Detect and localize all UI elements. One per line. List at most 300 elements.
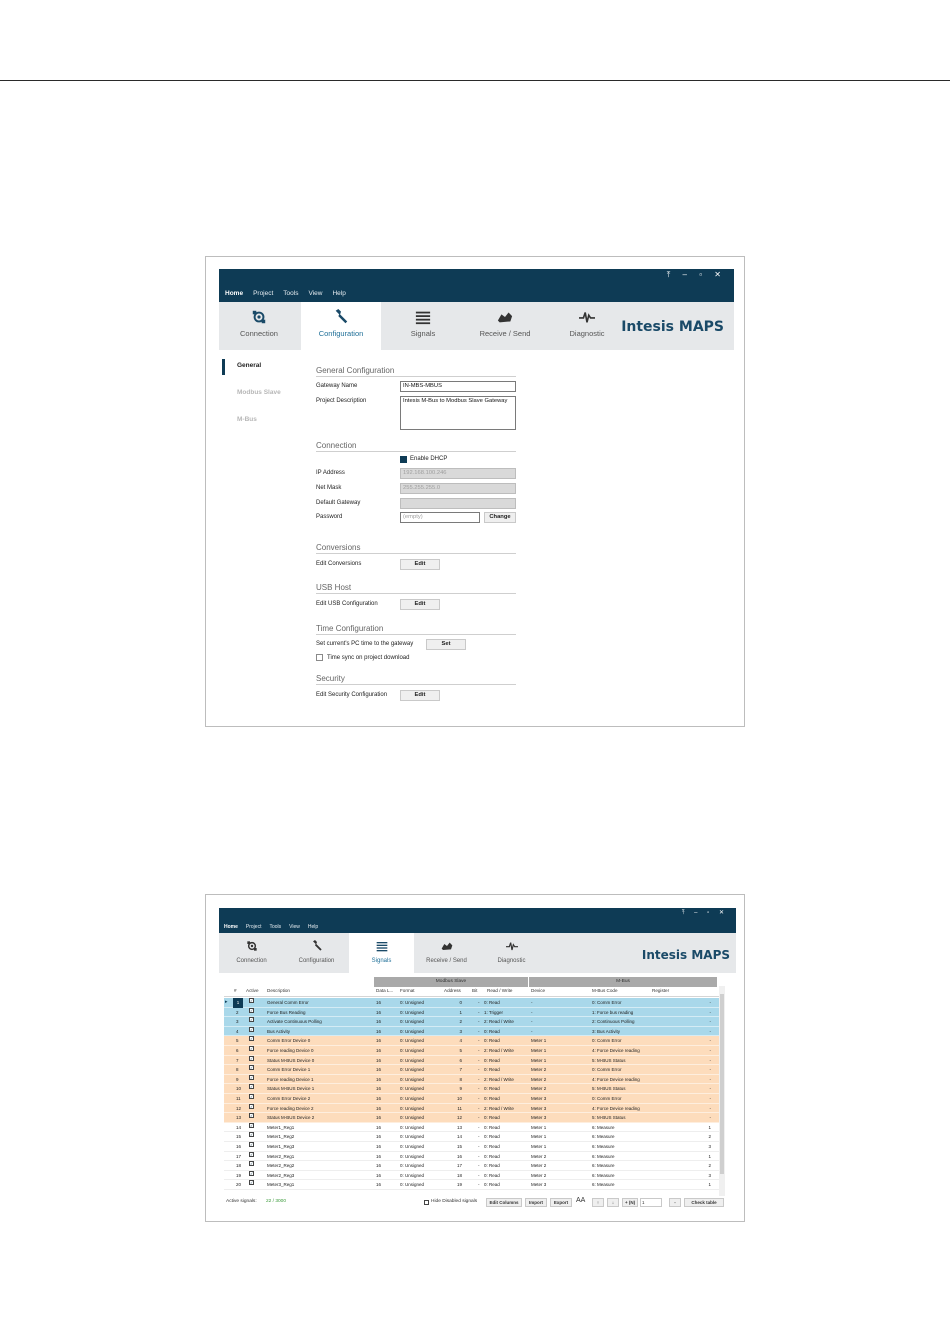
set-time-button[interactable]: Set <box>426 639 466 650</box>
cell-description[interactable]: General Comm Error <box>267 1000 309 1005</box>
active-checkbox[interactable]: ✓ <box>250 1132 254 1138</box>
cell-mbus-code[interactable]: 6: Measure <box>592 1172 615 1178</box>
sidebar-item-mbus[interactable]: M-Bus <box>237 416 257 423</box>
cell-register[interactable]: - <box>709 1076 711 1082</box>
hide-disabled-checkbox[interactable] <box>424 1200 429 1205</box>
table-row[interactable] <box>224 1056 720 1066</box>
cell-description[interactable]: Comm Error Device 2 <box>267 1096 311 1101</box>
cell-data-length[interactable]: 16 <box>376 1144 382 1149</box>
ip-address-input[interactable]: 192.168.100.246 <box>400 468 516 479</box>
cell-address[interactable]: 14 <box>456 1134 462 1140</box>
active-checkbox[interactable]: ✓ <box>250 1170 254 1176</box>
table-row[interactable] <box>224 1094 720 1104</box>
cell-device[interactable]: Meter 1 <box>531 1038 547 1044</box>
cell-format[interactable]: 0: Unsigned <box>400 1096 425 1101</box>
table-row[interactable] <box>224 1142 720 1152</box>
cell-read-write[interactable]: 0: Read <box>484 1067 500 1073</box>
cell-register[interactable]: 1 <box>708 1153 711 1159</box>
cell-data-length[interactable]: 16 <box>376 1009 382 1015</box>
tab-signals[interactable]: Signals <box>349 933 414 973</box>
active-checkbox[interactable]: ✓ <box>250 1161 254 1167</box>
menu-view[interactable]: View <box>289 924 300 930</box>
move-up-button[interactable]: ↑ <box>592 1198 604 1207</box>
column-header-data-length[interactable]: Data L... <box>376 988 394 993</box>
cell-bit[interactable]: - <box>478 1000 480 1005</box>
active-checkbox[interactable]: ✓ <box>250 1026 254 1032</box>
cell-description[interactable]: Force reading Device 0 <box>267 1048 314 1053</box>
cell-mbus-code[interactable]: 6: Measure <box>592 1163 615 1169</box>
table-row[interactable] <box>224 1123 720 1133</box>
cell-read-write[interactable]: 0: Read <box>484 1182 500 1188</box>
cell-mbus-code[interactable]: 6: Measure <box>592 1153 615 1159</box>
cell-read-write[interactable]: 1: Trigger <box>484 1009 504 1015</box>
cell-read-write[interactable]: 2: Read / Write <box>484 1048 514 1053</box>
table-row[interactable] <box>224 1036 720 1046</box>
tab-diagnostic[interactable]: Diagnostic <box>547 302 627 350</box>
cell-format[interactable]: 0: Unsigned <box>400 1163 425 1169</box>
active-checkbox[interactable]: ✓ <box>250 1036 254 1042</box>
cell-register[interactable]: - <box>709 1096 711 1101</box>
cell-device[interactable]: Meter 2 <box>531 1067 547 1073</box>
cell-bit[interactable]: - <box>478 1076 480 1082</box>
cell-number[interactable]: 17 <box>236 1153 242 1159</box>
scrollbar-thumb[interactable] <box>720 994 724 1174</box>
cell-bit[interactable]: - <box>478 1038 480 1044</box>
export-button[interactable]: Export <box>550 1198 572 1207</box>
cell-register[interactable]: - <box>709 1009 711 1015</box>
cell-address[interactable]: 6 <box>459 1057 462 1063</box>
cell-read-write[interactable]: 2: Read / Write <box>484 1019 514 1025</box>
cell-mbus-code[interactable]: 0: Comm Error <box>592 1000 622 1005</box>
cell-number[interactable]: 15 <box>236 1134 242 1140</box>
cell-description[interactable]: Meter2_Reg1 <box>267 1153 295 1159</box>
cell-bit[interactable]: - <box>478 1067 480 1073</box>
cell-data-length[interactable]: 16 <box>376 1105 382 1111</box>
cell-number[interactable]: 11 <box>236 1096 241 1101</box>
cell-address[interactable]: 7 <box>459 1067 462 1073</box>
net-mask-input[interactable]: 255.255.255.0 <box>400 483 516 494</box>
cell-register[interactable]: 2 <box>708 1134 711 1140</box>
cell-mbus-code[interactable]: 5: M-BUS Status <box>592 1086 626 1092</box>
cell-mbus-code[interactable]: 4: Force Device reading <box>592 1105 640 1111</box>
cell-read-write[interactable]: 0: Read <box>484 1000 500 1005</box>
table-row[interactable] <box>224 1171 720 1181</box>
cell-device[interactable]: - <box>531 1019 533 1025</box>
menu-tools[interactable]: Tools <box>283 290 299 297</box>
menu-help[interactable]: Help <box>307 924 319 930</box>
table-row[interactable] <box>224 1161 720 1171</box>
cell-format[interactable]: 0: Unsigned <box>400 1038 425 1044</box>
cell-register[interactable]: - <box>709 1067 711 1073</box>
cell-data-length[interactable]: 16 <box>376 1086 382 1092</box>
cell-read-write[interactable]: 0: Read <box>484 1115 500 1121</box>
cell-format[interactable]: 0: Unsigned <box>400 1048 425 1053</box>
window-controls[interactable]: ⤒ ‒ ▫ ✕ <box>681 910 728 916</box>
cell-format[interactable]: 0: Unsigned <box>400 1028 425 1034</box>
tab-receive-send[interactable]: Receive / Send <box>414 933 479 973</box>
cell-data-length[interactable]: 16 <box>376 1028 382 1034</box>
cell-register[interactable]: 3 <box>708 1144 711 1149</box>
column-header-bit[interactable]: Bit <box>472 988 478 993</box>
active-checkbox[interactable]: ✓ <box>250 1046 254 1051</box>
cell-description[interactable]: Comm Error Device 0 <box>267 1038 311 1044</box>
cell-format[interactable]: 0: Unsigned <box>400 1000 425 1005</box>
active-checkbox[interactable]: ✓ <box>250 1151 254 1157</box>
menu-project[interactable]: Project <box>253 290 274 297</box>
cell-register[interactable]: 3 <box>708 1172 711 1178</box>
cell-format[interactable]: 0: Unsigned <box>400 1057 425 1063</box>
cell-read-write[interactable]: 0: Read <box>484 1134 500 1140</box>
cell-mbus-code[interactable]: 4: Force Device reading <box>592 1076 640 1082</box>
cell-data-length[interactable]: 16 <box>376 1067 382 1073</box>
cell-bit[interactable]: - <box>478 1134 480 1140</box>
cell-description[interactable]: Meter3_Reg1 <box>267 1182 295 1188</box>
cell-address[interactable]: 13 <box>456 1124 462 1130</box>
cell-address[interactable]: 0 <box>459 1000 462 1005</box>
project-description-input[interactable]: Intesis M-Bus to Modbus Slave Gateway <box>400 396 516 430</box>
cell-description[interactable]: Meter1_Reg3 <box>267 1144 295 1149</box>
active-checkbox[interactable]: ✓ <box>250 1180 254 1186</box>
cell-number[interactable]: 7 <box>236 1057 239 1063</box>
cell-device[interactable]: - <box>531 1028 533 1034</box>
cell-bit[interactable]: - <box>478 1019 480 1025</box>
cell-register[interactable]: - <box>709 1057 711 1063</box>
cell-format[interactable]: 0: Unsigned <box>400 1076 425 1082</box>
cell-data-length[interactable]: 16 <box>376 1163 382 1169</box>
sidebar-item-general[interactable]: General <box>237 362 262 369</box>
column-header-active[interactable]: Active <box>246 988 259 993</box>
cell-bit[interactable]: - <box>478 1115 480 1121</box>
table-row[interactable] <box>224 998 720 1008</box>
cell-data-length[interactable]: 16 <box>376 1124 382 1130</box>
gateway-name-input[interactable]: IN-MBS-MBUS <box>400 381 516 392</box>
window-controls[interactable]: ⤒ ‒ ▫ ✕ <box>666 270 726 279</box>
cell-data-length[interactable]: 16 <box>376 1048 382 1053</box>
cell-register[interactable]: - <box>709 1000 711 1005</box>
cell-read-write[interactable]: 0: Read <box>484 1124 500 1130</box>
cell-description[interactable]: Meter1_Reg2 <box>267 1134 295 1140</box>
cell-number[interactable]: 16 <box>236 1144 242 1149</box>
menu-project[interactable]: Project <box>245 924 262 930</box>
column-header-address[interactable]: Address <box>444 988 461 993</box>
tab-diagnostic[interactable]: Diagnostic <box>479 933 544 973</box>
cell-data-length[interactable]: 16 <box>376 1019 382 1025</box>
cell-device[interactable]: Meter 3 <box>531 1105 547 1111</box>
cell-data-length[interactable]: 16 <box>376 1096 382 1101</box>
cell-format[interactable]: 0: Unsigned <box>400 1067 425 1073</box>
cell-format[interactable]: 0: Unsigned <box>400 1153 425 1159</box>
cell-device[interactable]: Meter 3 <box>531 1182 547 1188</box>
check-table-button[interactable]: Check table <box>684 1198 724 1207</box>
cell-register[interactable]: 1 <box>708 1124 711 1130</box>
cell-description[interactable]: Meter2_Reg2 <box>267 1163 295 1169</box>
cell-mbus-code[interactable]: 5: M-BUS Status <box>592 1115 626 1121</box>
cell-device[interactable]: Meter 2 <box>531 1153 547 1159</box>
cell-bit[interactable]: - <box>478 1048 480 1053</box>
active-checkbox[interactable]: ✓ <box>250 1017 254 1023</box>
edit-conversions-button[interactable]: Edit <box>400 559 440 570</box>
cell-register[interactable]: - <box>709 1048 711 1053</box>
cell-bit[interactable]: - <box>478 1009 480 1015</box>
tab-configuration[interactable]: Configuration <box>301 302 381 350</box>
cell-read-write[interactable]: 0: Read <box>484 1153 500 1159</box>
table-row[interactable] <box>224 1046 720 1056</box>
table-row[interactable] <box>224 1152 720 1162</box>
active-checkbox[interactable]: ✓ <box>250 998 254 1003</box>
cell-data-length[interactable]: 16 <box>376 1134 382 1140</box>
cell-bit[interactable]: - <box>478 1096 480 1101</box>
cell-address[interactable]: 1 <box>459 1009 462 1015</box>
move-down-button[interactable]: ↓ <box>607 1198 619 1207</box>
cell-address[interactable]: 5 <box>459 1048 462 1053</box>
table-row[interactable] <box>224 1132 720 1142</box>
active-checkbox[interactable]: ✓ <box>250 1065 254 1071</box>
change-password-button[interactable]: Change <box>484 512 516 523</box>
table-row[interactable] <box>224 1113 720 1123</box>
cell-address[interactable]: 19 <box>456 1182 462 1188</box>
table-row[interactable] <box>224 1180 720 1190</box>
cell-format[interactable]: 0: Unsigned <box>400 1172 425 1178</box>
cell-description[interactable]: Activate Continuous Polling <box>267 1019 322 1025</box>
cell-register[interactable]: - <box>709 1115 711 1121</box>
active-checkbox[interactable]: ✓ <box>250 1113 254 1119</box>
active-checkbox[interactable]: ✓ <box>250 1074 254 1080</box>
enable-dhcp-checkbox[interactable] <box>400 456 407 463</box>
cell-read-write[interactable]: 0: Read <box>484 1096 500 1101</box>
cell-format[interactable]: 0: Unsigned <box>400 1144 425 1149</box>
cell-data-length[interactable]: 16 <box>376 1153 382 1159</box>
cell-description[interactable]: Force reading Device 2 <box>267 1105 314 1111</box>
cell-device[interactable]: Meter 2 <box>531 1076 547 1082</box>
cell-mbus-code[interactable]: 0: Comm Error <box>592 1038 622 1044</box>
cell-bit[interactable]: - <box>478 1057 480 1063</box>
add-count-stepper[interactable]: 1 <box>640 1198 662 1207</box>
row-selector[interactable]: 1 <box>233 998 243 1008</box>
cell-number[interactable]: 6 <box>236 1048 239 1053</box>
column-header-number[interactable]: # <box>234 988 237 993</box>
cell-register[interactable]: 1 <box>708 1182 711 1188</box>
time-sync-checkbox[interactable] <box>316 654 323 661</box>
cell-description[interactable]: Force reading Device 1 <box>267 1076 314 1082</box>
tab-receive-send[interactable]: Receive / Send <box>465 302 545 350</box>
cell-device[interactable]: Meter 2 <box>531 1086 547 1092</box>
cell-device[interactable]: Meter 1 <box>531 1134 547 1140</box>
cell-description[interactable]: Meter1_Reg1 <box>267 1124 295 1130</box>
cell-format[interactable]: 0: Unsigned <box>400 1009 425 1015</box>
cell-address[interactable]: 18 <box>456 1172 462 1178</box>
font-size-toggle[interactable]: AA <box>576 1197 586 1204</box>
cell-number[interactable]: 14 <box>236 1124 242 1130</box>
table-row[interactable] <box>224 1027 720 1037</box>
cell-address[interactable]: 4 <box>459 1038 462 1044</box>
cell-mbus-code[interactable]: 6: Measure <box>592 1124 615 1130</box>
column-header-format[interactable]: Format <box>400 988 415 993</box>
menu-home[interactable]: Home <box>224 924 238 930</box>
menu-help[interactable]: Help <box>332 290 346 297</box>
cell-mbus-code[interactable]: 5: M-BUS Status <box>592 1057 626 1063</box>
cell-number[interactable]: 9 <box>236 1076 239 1082</box>
cell-bit[interactable]: - <box>478 1086 480 1092</box>
cell-mbus-code[interactable]: 6: Measure <box>592 1144 615 1149</box>
cell-register[interactable]: 2 <box>708 1163 711 1169</box>
cell-address[interactable]: 12 <box>456 1115 462 1121</box>
active-checkbox[interactable]: ✓ <box>250 1007 254 1013</box>
cell-data-length[interactable]: 16 <box>376 1000 382 1005</box>
cell-read-write[interactable]: 0: Read <box>484 1028 500 1034</box>
tab-connection[interactable]: Connection <box>219 302 299 350</box>
active-checkbox[interactable]: ✓ <box>250 1084 254 1090</box>
edit-usb-configuration-button[interactable]: Edit <box>400 599 440 610</box>
cell-format[interactable]: 0: Unsigned <box>400 1105 425 1111</box>
cell-description[interactable]: Status M-BUS Device 0 <box>267 1057 315 1063</box>
edit-security-configuration-button[interactable]: Edit <box>400 690 440 701</box>
table-row[interactable] <box>224 1075 720 1085</box>
cell-number[interactable]: 18 <box>236 1163 242 1169</box>
cell-number[interactable]: 3 <box>236 1019 239 1025</box>
cell-format[interactable]: 0: Unsigned <box>400 1115 425 1121</box>
cell-description[interactable]: Status M-BUS Device 2 <box>267 1115 315 1121</box>
cell-data-length[interactable]: 16 <box>376 1115 382 1121</box>
default-gateway-input[interactable] <box>400 498 516 509</box>
active-checkbox[interactable]: ✓ <box>250 1094 254 1099</box>
cell-mbus-code[interactable]: 6: Measure <box>592 1182 615 1188</box>
cell-read-write[interactable]: 0: Read <box>484 1163 500 1169</box>
cell-device[interactable]: Meter 3 <box>531 1096 547 1101</box>
active-checkbox[interactable]: ✓ <box>250 1103 254 1109</box>
cell-format[interactable]: 0: Unsigned <box>400 1134 425 1140</box>
tab-connection[interactable]: Connection <box>219 933 284 973</box>
cell-device[interactable]: Meter 2 <box>531 1163 547 1169</box>
menu-home[interactable]: Home <box>225 290 244 297</box>
column-header-register[interactable]: Register <box>652 988 670 993</box>
column-header-mbus-code[interactable]: M-Bus Code <box>592 988 618 993</box>
cell-bit[interactable]: - <box>478 1028 480 1034</box>
cell-data-length[interactable]: 16 <box>376 1076 382 1082</box>
cell-address[interactable]: 10 <box>456 1096 462 1101</box>
cell-bit[interactable]: - <box>478 1163 480 1169</box>
cell-device[interactable]: Meter 3 <box>531 1115 547 1121</box>
edit-columns-button[interactable]: Edit Columns <box>486 1198 522 1207</box>
column-header-read-write[interactable]: Read / Write <box>487 988 513 993</box>
column-header-description[interactable]: Description <box>267 988 290 993</box>
tab-signals[interactable]: Signals <box>383 302 463 350</box>
cell-address[interactable]: 8 <box>459 1076 462 1082</box>
cell-mbus-code[interactable]: 3: Bus Activity <box>592 1028 621 1034</box>
cell-bit[interactable]: - <box>478 1153 480 1159</box>
cell-device[interactable]: Meter 1 <box>531 1057 547 1063</box>
cell-number[interactable]: 19 <box>236 1172 242 1178</box>
cell-read-write[interactable]: 2: Read / Write <box>484 1076 514 1082</box>
cell-register[interactable]: - <box>709 1038 711 1044</box>
cell-description[interactable]: Bus Activity <box>267 1028 291 1034</box>
sidebar-item-modbus-slave[interactable]: Modbus Slave <box>237 389 281 396</box>
cell-number[interactable]: 8 <box>236 1067 239 1073</box>
cell-address[interactable]: 2 <box>459 1019 462 1025</box>
cell-address[interactable]: 17 <box>456 1163 462 1169</box>
cell-device[interactable]: Meter 2 <box>531 1172 547 1178</box>
active-checkbox[interactable]: ✓ <box>250 1055 254 1061</box>
column-header-device[interactable]: Device <box>531 988 546 993</box>
cell-mbus-code[interactable]: 4: Force Device reading <box>592 1048 640 1053</box>
menu-tools[interactable]: Tools <box>269 924 282 930</box>
cell-address[interactable]: 3 <box>459 1028 462 1034</box>
cell-address[interactable]: 9 <box>459 1086 462 1092</box>
cell-read-write[interactable]: 0: Read <box>484 1144 500 1149</box>
cell-device[interactable]: Meter 1 <box>531 1144 547 1149</box>
cell-device[interactable]: - <box>531 1009 533 1015</box>
table-row[interactable] <box>224 1017 720 1027</box>
active-checkbox[interactable]: ✓ <box>250 1122 254 1128</box>
cell-description[interactable]: Meter2_Reg3 <box>267 1172 295 1178</box>
cell-address[interactable]: 15 <box>456 1144 462 1149</box>
cell-device[interactable]: Meter 1 <box>531 1048 547 1053</box>
cell-mbus-code[interactable]: 1: Force bus reading <box>592 1009 634 1015</box>
cell-number[interactable]: 2 <box>236 1009 239 1015</box>
cell-number[interactable]: 5 <box>236 1038 239 1044</box>
vertical-scrollbar[interactable] <box>719 986 725 1196</box>
cell-format[interactable]: 0: Unsigned <box>400 1182 425 1188</box>
cell-description[interactable]: Comm Error Device 1 <box>267 1067 311 1073</box>
cell-read-write[interactable]: 0: Read <box>484 1038 500 1044</box>
table-row[interactable] <box>224 1084 720 1094</box>
cell-read-write[interactable]: 2: Read / Write <box>484 1105 514 1111</box>
menu-view[interactable]: View <box>308 290 323 297</box>
cell-device[interactable]: - <box>531 1000 533 1005</box>
cell-number[interactable]: 13 <box>236 1115 242 1121</box>
cell-register[interactable]: - <box>709 1086 711 1092</box>
table-row[interactable] <box>224 1065 720 1075</box>
cell-read-write[interactable]: 0: Read <box>484 1086 500 1092</box>
cell-bit[interactable]: - <box>478 1182 480 1188</box>
cell-mbus-code[interactable]: 2: Continuous Polling <box>592 1019 635 1025</box>
cell-address[interactable]: 16 <box>456 1153 462 1159</box>
cell-format[interactable]: 0: Unsigned <box>400 1086 425 1092</box>
cell-bit[interactable]: - <box>478 1105 480 1111</box>
cell-address[interactable]: 11 <box>457 1105 462 1111</box>
cell-mbus-code[interactable]: 0: Comm Error <box>592 1096 622 1101</box>
cell-data-length[interactable]: 16 <box>376 1057 382 1063</box>
cell-data-length[interactable]: 16 <box>376 1038 382 1044</box>
cell-register[interactable]: - <box>709 1105 711 1111</box>
remove-row-button[interactable]: - <box>669 1198 681 1207</box>
add-rows-button[interactable]: + (N) <box>622 1198 638 1207</box>
table-row[interactable] <box>224 1104 720 1114</box>
cell-device[interactable]: Meter 1 <box>531 1124 547 1130</box>
cell-bit[interactable]: - <box>478 1144 480 1149</box>
import-button[interactable]: Import <box>525 1198 547 1207</box>
cell-mbus-code[interactable]: 6: Measure <box>592 1134 615 1140</box>
cell-description[interactable]: Force Bus Reading <box>267 1009 306 1015</box>
cell-register[interactable]: - <box>709 1028 711 1034</box>
cell-read-write[interactable]: 0: Read <box>484 1172 500 1178</box>
cell-bit[interactable]: - <box>478 1124 480 1130</box>
cell-number[interactable]: 10 <box>236 1086 242 1092</box>
cell-read-write[interactable]: 0: Read <box>484 1057 500 1063</box>
cell-data-length[interactable]: 16 <box>376 1172 382 1178</box>
cell-data-length[interactable]: 16 <box>376 1182 382 1188</box>
cell-format[interactable]: 0: Unsigned <box>400 1019 425 1025</box>
tab-configuration[interactable]: Configuration <box>284 933 349 973</box>
password-input[interactable]: (empty) <box>400 512 480 523</box>
cell-number[interactable]: 20 <box>236 1182 242 1188</box>
table-row[interactable] <box>224 1008 720 1018</box>
cell-format[interactable]: 0: Unsigned <box>400 1124 425 1130</box>
active-checkbox[interactable]: ✓ <box>250 1142 254 1147</box>
cell-mbus-code[interactable]: 0: Comm Error <box>592 1067 622 1073</box>
cell-register[interactable]: - <box>709 1019 711 1025</box>
cell-number[interactable]: 12 <box>236 1105 242 1111</box>
cell-number[interactable]: 4 <box>236 1028 239 1034</box>
